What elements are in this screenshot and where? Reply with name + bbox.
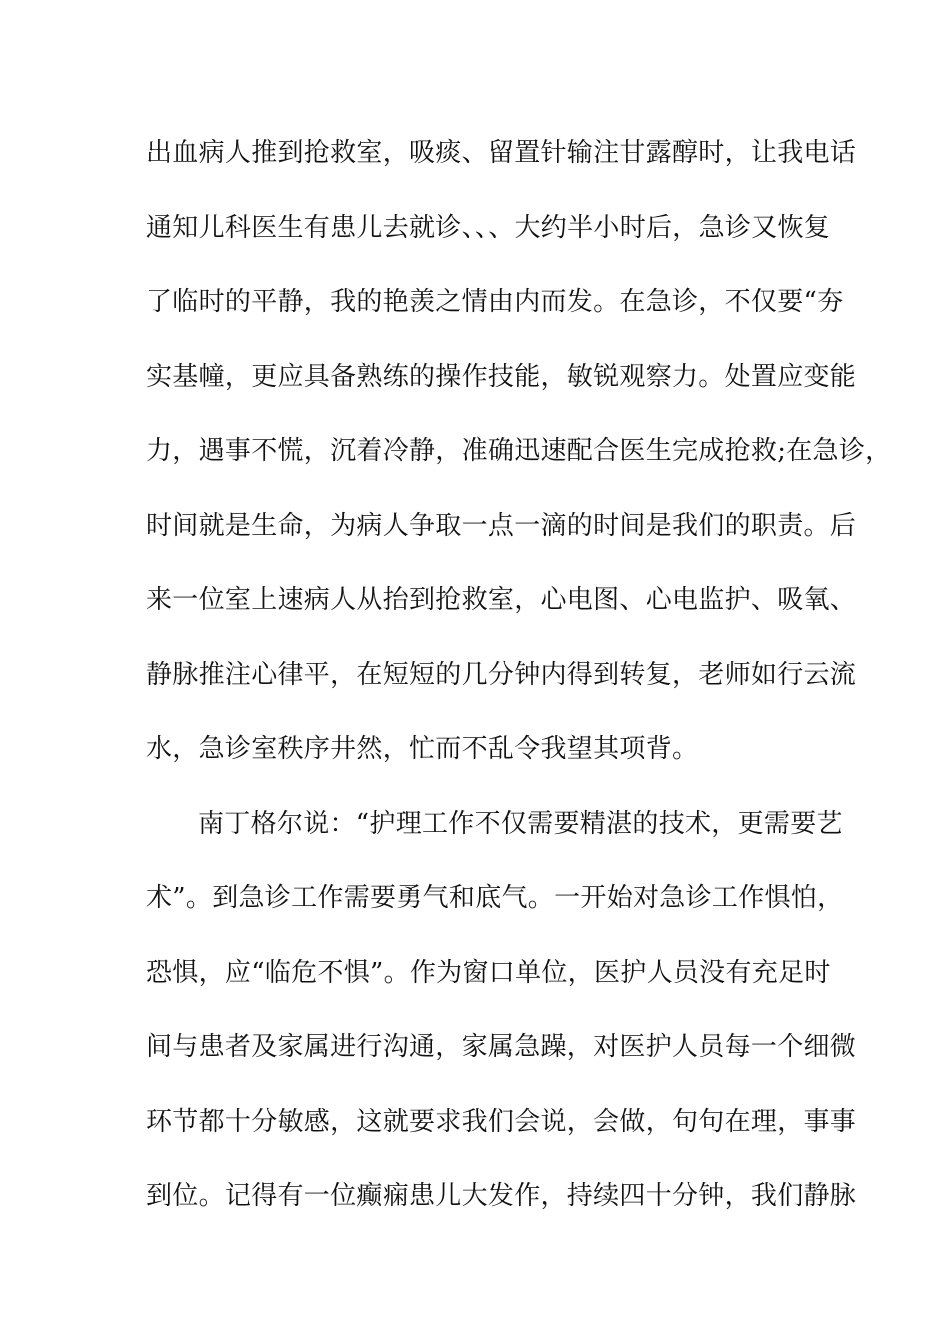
text-line: 静脉推注心律平，在短短的几分钟内得到转复，老师如行云流 xyxy=(146,659,857,690)
text-line: 了临时的平静，我的艳羡之情由内而发。在急诊，不仅要“夯 xyxy=(146,287,844,317)
text-line: 出血病人推到抢救室，吸痰、留置针输注甘露醇时，让我电话 xyxy=(146,138,857,168)
text-line: 时间就是生命，为病人争取一点一滴的时间是我们的职责。后 xyxy=(146,510,857,541)
text-line: 通知儿科医生有患儿去就诊、、、大约半小时后，急诊又恢复 xyxy=(146,212,831,243)
text-line: 水，急诊室秩序井然，忙而不乱令我望其项背。 xyxy=(146,734,699,764)
text-line: 恐惧，应“临危不惧”。作为窗口单位，医护人员没有充足时 xyxy=(146,957,831,988)
text-line: 实基幢，更应具备熟练的操作技能，敏锐观察力。处置应变能 xyxy=(146,361,857,392)
text-line: 到位。记得有一位癫痫患儿大发作，持续四十分钟，我们静脉 xyxy=(146,1181,857,1211)
text-line: 来一位室上速病人从抬到抢救室，心电图、心电监护、吸氧、 xyxy=(146,585,857,615)
document-body xyxy=(146,128,892,1246)
paragraph-start-line: 南丁格尔说：“护理工作不仅需要精湛的技术，更需要艺 xyxy=(198,808,843,839)
text-line: 间与患者及家属进行沟通，家属急躁，对医护人员每一个细微 xyxy=(146,1032,857,1062)
text-line: 术”。到急诊工作需要勇气和底气。一开始对急诊工作惧怕， xyxy=(146,883,844,913)
text-line: 环节都十分敏感，这就要求我们会说，会做，句句在理，事事 xyxy=(146,1106,857,1137)
text-line: 力，遇事不慌，沉着冷静，准确迅速配合医生完成抢救;在急诊， xyxy=(146,436,892,466)
